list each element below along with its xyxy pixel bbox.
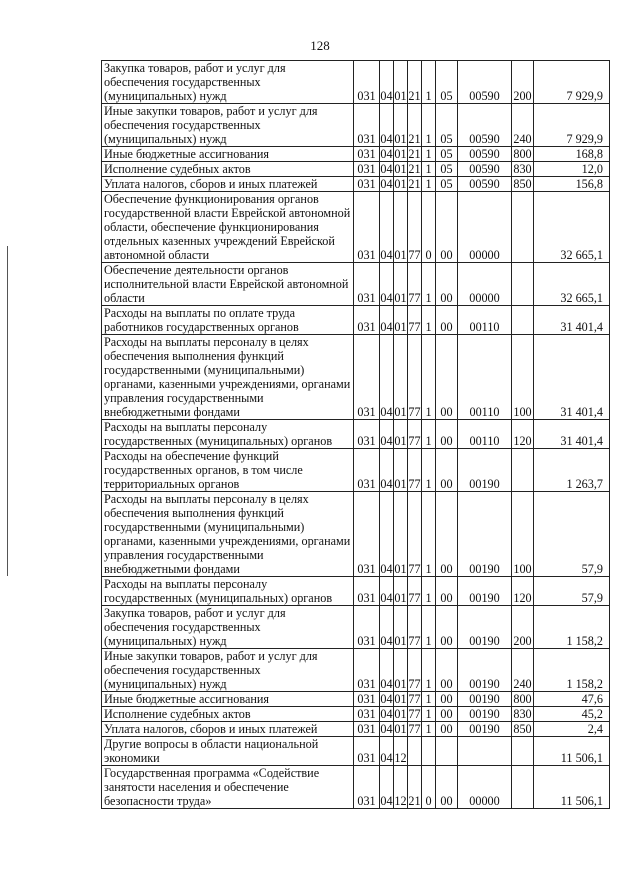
- amount-cell: 31 401,4: [534, 306, 610, 335]
- program-code-cell: 21: [408, 147, 421, 161]
- direction-code-cell: 00000: [458, 766, 512, 809]
- ved-code-cell: 031: [354, 649, 380, 692]
- expense-type-cell: 120: [512, 577, 534, 606]
- subprogram-code-cell: 1: [422, 177, 436, 192]
- table-row: [102, 577, 610, 606]
- table-row: [102, 61, 610, 104]
- expense-type-cell: 100: [512, 492, 534, 577]
- row-name-cell: Уплата налогов, сборов и иных платежей: [102, 177, 354, 192]
- row-name-cell: Расходы на выплаты персоналу государственных (муниципальных) органов: [102, 577, 354, 606]
- activity-code-cell: 05: [436, 177, 458, 192]
- expense-type-cell: [512, 306, 534, 335]
- subsection-code-cell: 01: [394, 722, 407, 736]
- program-code-cell: 77: [408, 263, 422, 306]
- section-code-cell: 04: [380, 449, 394, 492]
- row-name-cell: Иные закупки товаров, работ и услуг для обеспечения государственных (муниципальных) нужд: [102, 649, 354, 692]
- activity-code-cell: 00: [436, 577, 458, 606]
- program-code-cell: 77: [408, 722, 421, 736]
- row-name-cell: Закупка товаров, работ и услуг для обеспечения государственных (муниципальных) нужд: [102, 61, 354, 104]
- section-code-cell: 04: [380, 492, 394, 577]
- program-code-cell: 77: [408, 192, 422, 263]
- amount-cell: 7 929,9: [534, 61, 610, 104]
- subsection-code-cell: 01: [394, 577, 408, 606]
- ved-code-cell: 031: [354, 449, 380, 492]
- section-code-cell: 04: [380, 192, 394, 263]
- program-code-cell: 77: [408, 492, 422, 577]
- expense-type-cell: [512, 192, 534, 263]
- ved-code-cell: 031: [354, 420, 380, 449]
- row-name-cell: Закупка товаров, работ и услуг для обеспечения государственных (муниципальных) нужд: [102, 606, 354, 649]
- subsection-code-cell: 01: [394, 177, 407, 191]
- expense-type-cell: 200: [512, 606, 534, 649]
- direction-code-cell: 00190: [458, 449, 512, 492]
- section-code-cell: 04: [380, 420, 394, 449]
- activity-code-cell: 00: [436, 449, 458, 492]
- amount-cell: 2,4: [534, 722, 610, 737]
- ved-code-cell: 031: [354, 61, 380, 104]
- activity-code-cell: 00: [436, 722, 458, 737]
- ved-code-cell: 031: [354, 104, 380, 147]
- direction-code-cell: 00190: [458, 707, 512, 722]
- subsection-code-cell: 01: [394, 335, 408, 420]
- subsection-code-cell: 01: [394, 192, 408, 263]
- section-code-cell: 04: [380, 766, 394, 809]
- program-code-cell: 21: [408, 766, 422, 809]
- table-row: [102, 449, 610, 492]
- ved-code-cell: 031: [354, 737, 380, 766]
- amount-cell: 31 401,4: [534, 420, 610, 449]
- section-code-cell: 04: [380, 649, 394, 692]
- table-row: [102, 104, 610, 147]
- activity-code-cell: 00: [436, 692, 458, 707]
- section-code-cell: 04: [380, 722, 393, 736]
- table-row: [102, 766, 610, 809]
- amount-cell: 7 929,9: [534, 104, 610, 147]
- table-row: [102, 162, 610, 177]
- activity-code-cell: 00: [436, 306, 458, 335]
- direction-code-cell: 00000: [458, 192, 512, 263]
- expense-type-cell: [512, 263, 534, 306]
- subprogram-code-cell: 1: [422, 649, 436, 692]
- subprogram-code-cell: 1: [422, 692, 436, 707]
- amount-cell: 1 263,7: [534, 449, 610, 492]
- amount-cell: 1 158,2: [534, 606, 610, 649]
- direction-code-cell: 00190: [458, 492, 512, 577]
- section-code-cell: 04: [380, 263, 394, 306]
- table-row: [102, 177, 610, 192]
- expense-type-cell: 800: [513, 147, 532, 161]
- ved-code-cell: 031: [354, 162, 380, 177]
- section-code-cell: 04: [380, 335, 394, 420]
- subprogram-code-cell: 1: [422, 577, 436, 606]
- ved-code-cell: 031: [354, 577, 380, 606]
- ved-code-cell: 031: [354, 492, 380, 577]
- table-row: [102, 492, 610, 577]
- amount-cell: 11 506,1: [534, 766, 610, 809]
- program-code-cell: 77: [408, 606, 422, 649]
- subprogram-code-cell: 1: [422, 606, 436, 649]
- ved-code-cell: 031: [354, 192, 380, 263]
- amount-cell: 12,0: [534, 162, 610, 177]
- row-name-cell: Расходы на обеспечение функций государственных органов, в том числе территориальных органов: [102, 449, 354, 492]
- amount-cell: 32 665,1: [534, 263, 610, 306]
- subsection-code-cell: 01: [394, 606, 408, 649]
- program-code-cell: 21: [408, 177, 421, 191]
- subprogram-code-cell: 1: [422, 162, 436, 177]
- subprogram-code-cell: 1: [422, 722, 436, 737]
- expense-type-cell: [512, 737, 534, 766]
- activity-code-cell: 00: [436, 335, 458, 420]
- section-code-cell: 04: [380, 177, 393, 191]
- subsection-code-cell: 12: [394, 766, 408, 809]
- row-name-cell: Расходы на выплаты персоналу в целях обеспечения выполнения функций государственными (муниципальными) органами, казенными учреждениями, органами управления государственными внебюджетными фондами: [102, 335, 354, 420]
- activity-code-cell: 00: [436, 492, 458, 577]
- table-row: [102, 147, 610, 162]
- program-code-cell: 21: [408, 61, 422, 104]
- subsection-code-cell: 01: [394, 162, 407, 176]
- amount-cell: 11 506,1: [534, 737, 610, 766]
- subsection-code-cell: 01: [394, 306, 408, 335]
- binding-mark: [7, 246, 8, 576]
- table-row: [102, 306, 610, 335]
- budget-table: [101, 60, 610, 809]
- activity-code-cell: 00: [436, 766, 458, 809]
- direction-code-cell: 00190: [458, 606, 512, 649]
- ved-code-cell: 031: [354, 335, 380, 420]
- section-code-cell: 04: [380, 707, 393, 721]
- amount-cell: 31 401,4: [534, 335, 610, 420]
- subsection-code-cell: 01: [394, 263, 408, 306]
- expense-type-cell: 800: [513, 692, 532, 706]
- subprogram-code-cell: 1: [422, 263, 436, 306]
- subprogram-code-cell: 1: [422, 335, 436, 420]
- direction-code-cell: 00590: [458, 162, 512, 177]
- table-row: [102, 722, 610, 737]
- table-row: [102, 192, 610, 263]
- expense-type-cell: [512, 449, 534, 492]
- row-name-cell: Исполнение судебных актов: [102, 162, 354, 177]
- program-code-cell: [408, 737, 422, 766]
- activity-code-cell: 05: [436, 147, 458, 162]
- section-code-cell: 04: [380, 61, 394, 104]
- subprogram-code-cell: 1: [422, 104, 436, 147]
- amount-cell: 57,9: [534, 577, 610, 606]
- program-code-cell: 77: [408, 692, 421, 706]
- row-name-cell: Обеспечение функционирования органов государственной власти Еврейской автономной области, обеспечение функционирования отдельных казенных учреждений Еврейской автономной области: [102, 192, 354, 263]
- amount-cell: 1 158,2: [534, 649, 610, 692]
- activity-code-cell: 05: [436, 61, 458, 104]
- expense-type-cell: 830: [513, 707, 532, 721]
- table-row: [102, 649, 610, 692]
- section-code-cell: 04: [380, 692, 393, 706]
- activity-code-cell: 00: [436, 192, 458, 263]
- subsection-code-cell: 01: [394, 707, 407, 721]
- activity-code-cell: 00: [436, 606, 458, 649]
- program-code-cell: 77: [408, 707, 421, 721]
- subprogram-code-cell: 1: [422, 420, 436, 449]
- expense-type-cell: 850: [513, 177, 532, 191]
- row-name-cell: Государственная программа «Содействие занятости населения и обеспечение безопасности труда»: [102, 766, 354, 809]
- subprogram-code-cell: 1: [422, 492, 436, 577]
- expense-type-cell: [512, 766, 534, 809]
- direction-code-cell: [458, 737, 512, 766]
- amount-cell: 168,8: [534, 147, 610, 162]
- table-row: [102, 263, 610, 306]
- program-code-cell: 77: [408, 335, 422, 420]
- expense-type-cell: 830: [513, 162, 532, 176]
- subsection-code-cell: 01: [394, 692, 407, 706]
- row-name-cell: Иные бюджетные ассигнования: [102, 692, 354, 707]
- subsection-code-cell: 01: [394, 492, 408, 577]
- ved-code-cell: 031: [354, 177, 380, 192]
- direction-code-cell: 00190: [458, 692, 512, 707]
- activity-code-cell: 05: [436, 104, 458, 147]
- program-code-cell: 77: [408, 420, 422, 449]
- subsection-code-cell: 01: [394, 449, 408, 492]
- ved-code-cell: 031: [354, 692, 380, 707]
- row-name-cell: Расходы на выплаты по оплате труда работников государственных органов: [102, 306, 354, 335]
- direction-code-cell: 00110: [458, 306, 512, 335]
- activity-code-cell: 05: [436, 162, 458, 177]
- direction-code-cell: 00590: [458, 61, 512, 104]
- direction-code-cell: 00190: [458, 722, 512, 737]
- section-code-cell: 04: [380, 737, 394, 766]
- subprogram-code-cell: 1: [422, 61, 436, 104]
- ved-code-cell: 031: [354, 722, 380, 737]
- direction-code-cell: 00590: [458, 104, 512, 147]
- table-row: [102, 737, 610, 766]
- ved-code-cell: 031: [354, 766, 380, 809]
- expense-type-cell: 850: [513, 722, 532, 736]
- subprogram-code-cell: 1: [422, 707, 436, 722]
- direction-code-cell: 00590: [458, 147, 512, 162]
- activity-code-cell: 00: [436, 420, 458, 449]
- section-code-cell: 04: [380, 147, 393, 161]
- subprogram-code-cell: 1: [422, 147, 436, 162]
- subsection-code-cell: 01: [394, 104, 408, 147]
- row-name-cell: Расходы на выплаты персоналу государственных (муниципальных) органов: [102, 420, 354, 449]
- page-number: 128: [310, 38, 330, 53]
- row-name-cell: Иные бюджетные ассигнования: [102, 147, 354, 162]
- activity-code-cell: 00: [436, 649, 458, 692]
- subsection-code-cell: 01: [394, 420, 408, 449]
- section-code-cell: 04: [380, 104, 394, 147]
- section-code-cell: 04: [380, 306, 394, 335]
- program-code-cell: 21: [408, 162, 421, 176]
- row-name-cell: Обеспечение деятельности органов исполнительной власти Еврейской автономной области: [102, 263, 354, 306]
- section-code-cell: 04: [380, 162, 393, 176]
- program-code-cell: 77: [408, 649, 422, 692]
- program-code-cell: 77: [408, 577, 422, 606]
- direction-code-cell: 00190: [458, 649, 512, 692]
- subsection-code-cell: 01: [394, 61, 408, 104]
- amount-cell: 57,9: [534, 492, 610, 577]
- subprogram-code-cell: 1: [422, 449, 436, 492]
- ved-code-cell: 031: [354, 263, 380, 306]
- ved-code-cell: 031: [354, 606, 380, 649]
- amount-cell: 32 665,1: [534, 192, 610, 263]
- table-body: [102, 61, 610, 809]
- table-row: [102, 606, 610, 649]
- direction-code-cell: 00000: [458, 263, 512, 306]
- subsection-code-cell: 12: [394, 737, 408, 766]
- expense-type-cell: 240: [512, 649, 534, 692]
- row-name-cell: Уплата налогов, сборов и иных платежей: [102, 722, 354, 737]
- subsection-code-cell: 01: [394, 147, 407, 161]
- section-code-cell: 04: [380, 577, 394, 606]
- direction-code-cell: 00110: [458, 335, 512, 420]
- program-code-cell: 77: [408, 449, 422, 492]
- subsection-code-cell: 01: [394, 649, 408, 692]
- direction-code-cell: 00110: [458, 420, 512, 449]
- ved-code-cell: 031: [354, 306, 380, 335]
- row-name-cell: Иные закупки товаров, работ и услуг для обеспечения государственных (муниципальных) нужд: [102, 104, 354, 147]
- table-row: [102, 420, 610, 449]
- activity-code-cell: 00: [436, 263, 458, 306]
- subprogram-code-cell: 1: [422, 306, 436, 335]
- amount-cell: 156,8: [534, 177, 610, 192]
- expense-type-cell: 100: [512, 335, 534, 420]
- activity-code-cell: 00: [436, 707, 458, 722]
- expense-type-cell: 240: [512, 104, 534, 147]
- row-name-cell: Расходы на выплаты персоналу в целях обеспечения выполнения функций государственными (муниципальными) органами, казенными учреждениями, органами управления государственными внебюджетными фондами: [102, 492, 354, 577]
- table-row: [102, 692, 610, 707]
- subprogram-code-cell: [422, 737, 436, 766]
- subprogram-code-cell: 0: [422, 766, 436, 809]
- program-code-cell: 21: [408, 104, 422, 147]
- table-row: [102, 335, 610, 420]
- amount-cell: 47,6: [534, 692, 610, 707]
- section-code-cell: 04: [380, 606, 394, 649]
- table-row: [102, 707, 610, 722]
- expense-type-cell: 120: [512, 420, 534, 449]
- ved-code-cell: 031: [354, 707, 380, 722]
- direction-code-cell: 00190: [458, 577, 512, 606]
- row-name-cell: Другие вопросы в области национальной экономики: [102, 737, 354, 766]
- subprogram-code-cell: 0: [422, 192, 436, 263]
- activity-code-cell: [436, 737, 458, 766]
- direction-code-cell: 00590: [458, 177, 512, 192]
- expense-type-cell: 200: [512, 61, 534, 104]
- program-code-cell: 77: [408, 306, 422, 335]
- ved-code-cell: 031: [354, 147, 380, 162]
- row-name-cell: Исполнение судебных актов: [102, 707, 354, 722]
- amount-cell: 45,2: [534, 707, 610, 722]
